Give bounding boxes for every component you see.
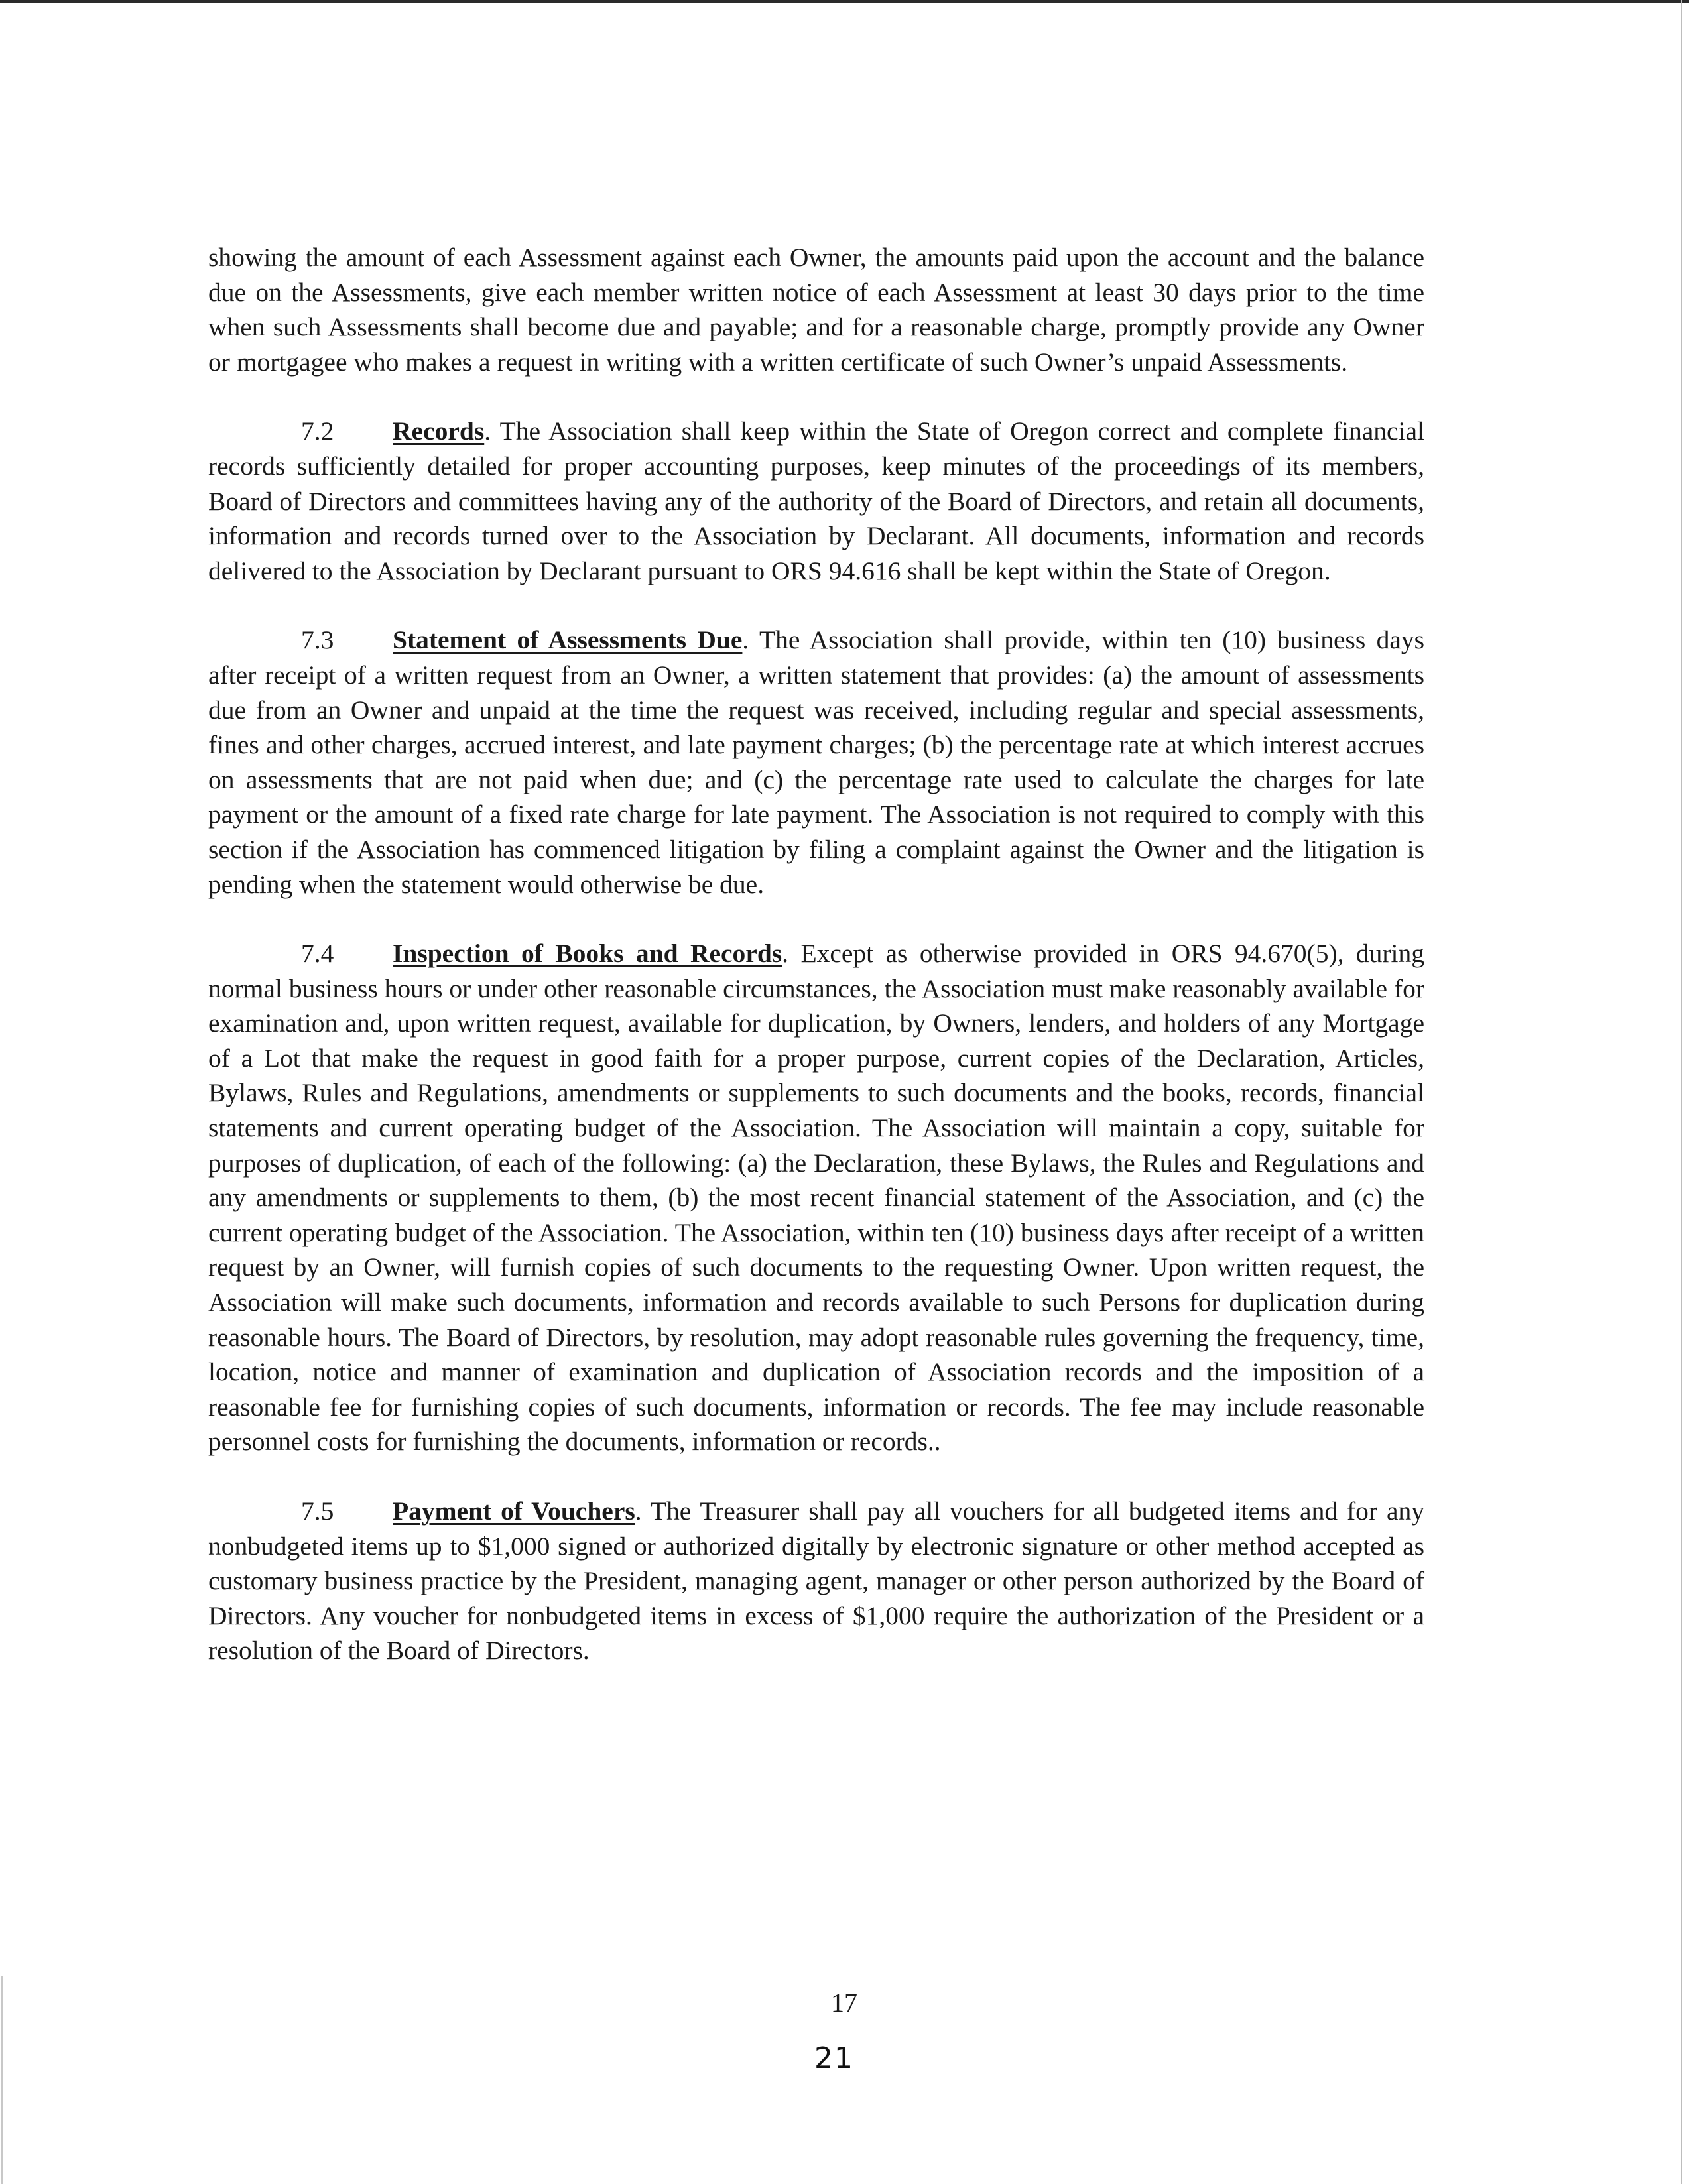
scan-edge-right [1681,0,1682,2184]
handwritten-page-mark: 21 [814,2041,854,2075]
section-number: 7.5 [301,1496,334,1526]
heading-period: . [742,625,759,655]
section-heading: Payment of Vouchers [393,1496,635,1526]
section-7-4 [208,936,1424,1459]
heading-period: . [635,1496,651,1526]
section-7-2 [208,414,1424,588]
section-heading: Statement of Assessments Due [393,625,743,655]
document-body [208,240,1424,1703]
section-body: Except as otherwise provided in ORS 94.670(5), during normal business hours or under other reasonable circumstances, the Association must make reasonably available for examination and, upon written request, available for duplication, by Owners, lenders, and holders of any Mortgage of a Lot that make the request in good faith for a proper purpose, current copies of the Declaration, Articles, Bylaws, Rules and Regulations, amendments or supplements to such documents and the books, records, financial statements and current operating budget of the Association. The Association will maintain a copy, suitable for purposes of duplication, of each of the following: (a) the Declaration, these Bylaws, the Rules and Regulations and any amendments or supplements to them, (b) the most recent financial statement of the Association, and (c) the current operating budget of the Association. The Association, within ten (10) business days after receipt of a written request by an Owner, will furnish copies of such documents to the requesting Owner. Upon written request, the Association will make such documents, information and records available to such Persons for duplication during reasonable hours. The Board of Directors, by resolution, may adopt reasonable rules governing the frequency, time, location, notice and manner of examination and duplication of Association records and the imposition of a reasonable fee for furnishing copies of such documents, information or records. The fee may include reasonable personnel costs for furnishing the documents, information or records.. [208,939,1425,1457]
section-heading: Records [393,416,485,446]
section-7-5 [208,1494,1424,1668]
section-number: 7.4 [301,939,334,969]
section-7-3 [208,623,1424,902]
page-number: 17 [831,1988,857,2018]
section-heading: Inspection of Books and Records [393,939,782,969]
heading-period: . [484,416,500,446]
section-body: The Treasurer shall pay all vouchers for all budgeted items and for any nonbudgeted items up to $1,000 signed or authorized digitally by electronic signature or other method accepted as customary business practice by the President, managing agent, manager or other person authorized by the Board of Directors. Any voucher for nonbudgeted items in excess of $1,000 require the authorization of the President or a resolution of the Board of Directors. [208,1496,1424,1666]
heading-period: . [782,939,801,969]
section-number: 7.3 [301,625,334,655]
scan-edge-left [1,1976,3,2184]
section-number: 7.2 [301,416,334,446]
section-body: The Association shall provide, within ten (10) business days after receipt of a written request from an Owner, a written statement that provides: (a) the amount of assessments due from an Owner and unpaid at the time the request was received, including regular and special assessments, fines and other charges, accrued interest, and late payment charges; (b) the percentage rate at which interest accrues on assessments that are not paid when due; and (c) the percentage rate used to calculate the charges for late payment or the amount of a fixed rate charge for late payment. The Association is not required to comply with this section if the Association has commenced litigation by filing a complaint against the Owner and the litigation is pending when the statement would otherwise be due. [208,625,1424,899]
intro-paragraph: showing the amount of each Assessment against each Owner, the amounts paid upon the account and the balance due on the Assessments, give each member written notice of each Assessment at least 30 days prior to the time when such Assessments shall become due and payable; and for a reasonable charge, promptly provide any Owner or mortgagee who makes a request in writing with a written certificate of such Owner’s unpaid Assessments. [208,243,1424,377]
section-body: The Association shall keep within the State of Oregon correct and complete financial records sufficiently detailed for proper accounting purposes, keep minutes of the proceedings of its members, Board of Directors and committees having any of the authority of the Board of Directors, and retain all documents, information and records turned over to the Association by Declarant. All documents, information and records delivered to the Association by Declarant pursuant to ORS 94.616 shall be kept within the State of Oregon. [208,416,1424,585]
scan-edge-top [0,0,1689,3]
